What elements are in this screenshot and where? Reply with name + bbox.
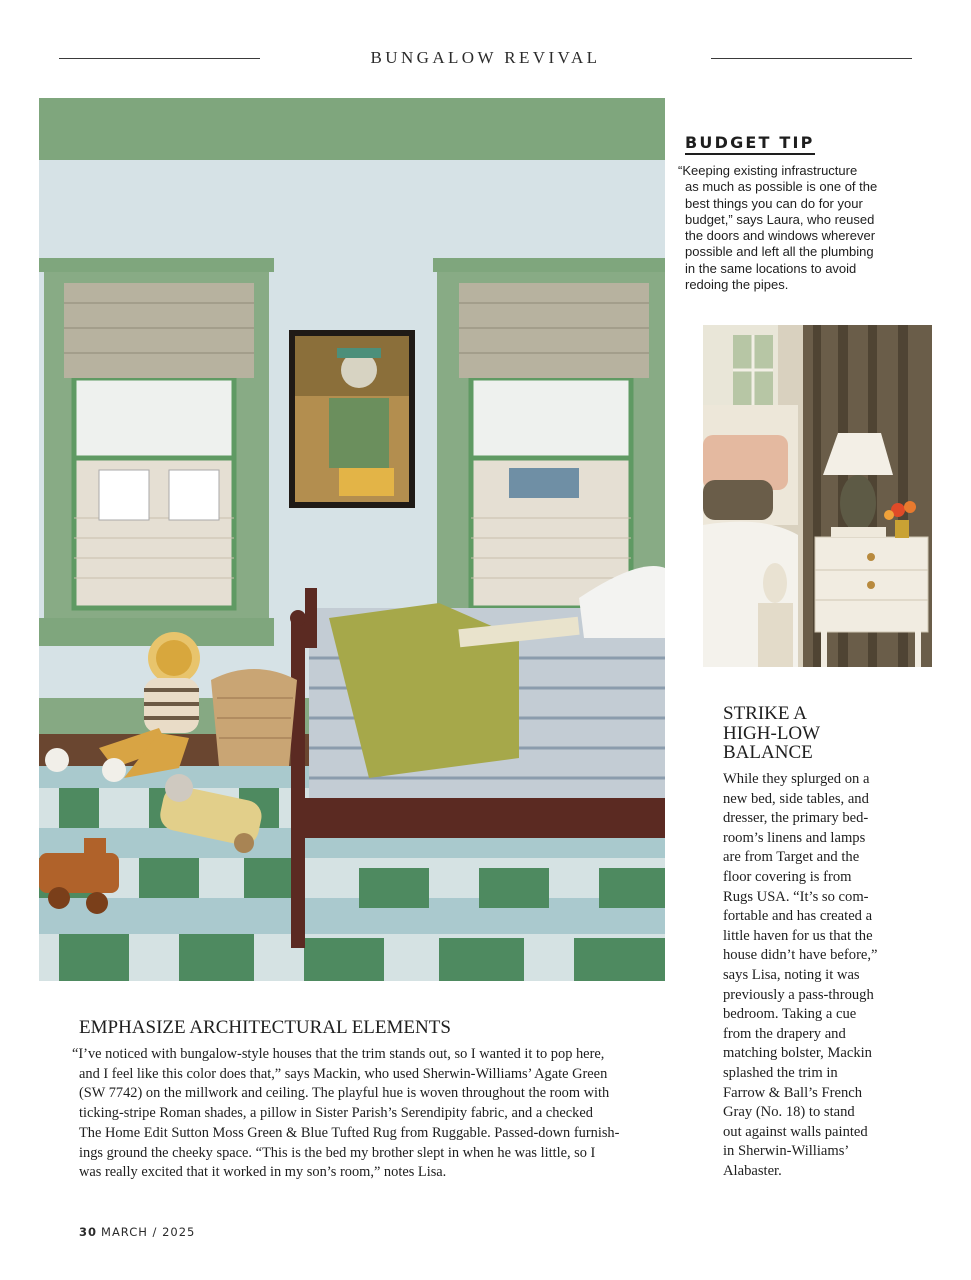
budget-tip-heading: BUDGET TIP [685,133,815,155]
emphasize-body [72,1045,619,1183]
budget-tip-line: the doors and windows wherever [685,228,876,244]
strike-body-line: bedroom. Taking a cue [723,1006,857,1023]
strike-body-line: Alabaster. [723,1162,782,1179]
emphasize-body-line: ings ground the cheeky space. “This is the bed my brother slept in when he was little, so I [79,1144,596,1161]
emphasize-body-line: (SW 7742) on the millwork and ceiling. The playful hue is woven throughout the room with [79,1085,610,1102]
strike-body-line: Gray (No. 18) to stand [723,1104,855,1121]
strike-heading-line: STRIKE A [723,703,807,724]
page-folio [79,1225,195,1239]
strike-body-line: room’s linens and lamps [723,829,866,846]
strike-body-line: Farrow & Ball’s French [723,1084,863,1101]
inset-bedroom-photo [703,325,932,667]
strike-heading-line: HIGH-LOW [723,722,821,744]
strike-body-line: Rugs USA. “It’s so com- [723,888,869,905]
strike-body-line: floor covering is from [723,868,852,885]
budget-tip-line: possible and left all the plumbing [685,244,874,260]
strike-body-line: from the drapery and [723,1025,846,1042]
section-title: BUNGALOW REVIVAL [370,48,601,67]
budget-tip-line: redoing the pipes. [685,277,789,293]
strike-body-line: previously a pass-through [723,986,874,1003]
strike-body-line: house didn’t have before,” [723,947,878,964]
budget-tip-line: as much as possible is one of the [685,179,878,195]
strike-body-line: out against walls painted [723,1123,868,1140]
emphasize-heading: EMPHASIZE ARCHITECTURAL ELEMENTS [79,1017,451,1038]
emphasize-body-line: “I’ve noticed with bungalow-style houses that the trim stands out, so I wanted it to pop here, [72,1046,605,1062]
strike-heading-line: BALANCE [723,742,813,763]
budget-tip-line: in the same locations to avoid [685,260,857,276]
strike-body [723,770,878,1181]
strike-body-line: are from Target and the [723,849,860,866]
strike-body-line: little haven for us that the [723,927,873,944]
strike-heading [723,704,820,763]
issue-date: MARCH / 2025 [101,1225,196,1239]
emphasize-body-line: The Home Edit Sutton Moss Green & Blue Tufted Rug from Ruggable. Passed-down furnish- [79,1124,620,1141]
main-bedroom-photo [39,98,665,981]
strike-body-line: says Lisa, noting it was [723,966,860,983]
strike-body-line: fortable and has created a [723,908,873,925]
emphasize-body-line: was really excited that it worked in my son’s room,” notes Lisa. [79,1164,447,1181]
page-number: 30 [79,1225,98,1239]
budget-tip-line: best things you can do for your [685,195,863,211]
budget-tip-body [678,163,890,293]
strike-body-line: matching bolster, Mackin [723,1045,872,1062]
strike-body-line: splashed the trim in [723,1064,838,1081]
strike-body-line: While they splurged on a [723,771,870,787]
strike-body-line: in Sherwin-Williams’ [723,1143,850,1160]
emphasize-body-line: ticking-stripe Roman shades, a pillow in Sister Parish’s Serendipity fabric, and a checked [79,1105,593,1122]
strike-body-line: dresser, the primary bed- [723,810,869,827]
budget-tip-line: budget,” says Laura, who reused [685,211,875,227]
emphasize-body-line: and I feel like this color does that,” says Mackin, who used Sherwin-Williams’ Agate Green [79,1065,608,1082]
budget-tip-line: “Keeping existing infrastructure [678,163,858,178]
strike-body-line: new bed, side tables, and [723,790,869,807]
